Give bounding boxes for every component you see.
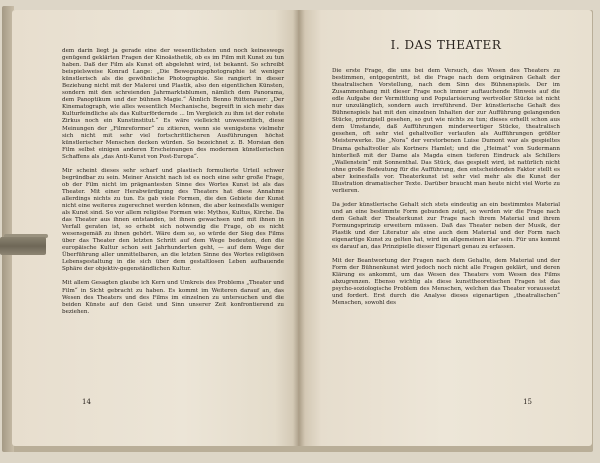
left-page-number: 14 [82, 398, 91, 406]
chapter-title: I. DAS THEATER [390, 38, 502, 52]
right-page [298, 10, 592, 446]
right-text-column [332, 68, 560, 315]
page-clip [0, 234, 46, 260]
left-text-column [62, 48, 284, 323]
left-page [12, 10, 298, 446]
left-paragraph-2: Mir scheint dieses sehr scharf und plastisch formulierte Urteil schwer begründbar zu sein. Meiner Ansicht nach ist es noch eine sehr große Frage, ob der Film nicht im prägnantesten Sinne des Wortes Kunst ist als das Theater. Mit einer Herabwürdigung des Theaters hat diese Annahme allerdings nichts zu tun. Es gab viele Formen, die den Gebiete der Kunst nicht eine weiteres zugerechnet werden können, die aber keinesfalls weniger als Kunst sind. So vor allem religiöse Formen wie: Mythos, Kultus, Kirche. Da das Theater aus ihnen entstanden, ist ihnen gewachsen und mit ihnen in Verfall geraten ist, so erhebt sich notwendig die Frage, ob es nicht wesensgemäß zu ihnen gehört. Wäre dem so, so würde der Sieg des Films über das Theater den letzten Schritt auf dem Wege bedeuten, den die europäische Kultur schon seit Jahrhunderten geht, — auf dem Wege der Überführung aller unmittelbaren, an die letzten Sinne des Wortes religiösen Lebensgestaltung in die sich über dem gestaltlosen Leben aufbauende Sphäre der objektiv-gegenständlichen Kultur. [62, 167, 284, 273]
right-paragraph-1: Die erste Frage, die uns bei dem Versuch, das Wesen des Theaters zu bestimmen, entgegentritt, ist die Frage nach dem originären Gehalt der theatralischen Vorstellung, nach dem Sinn des Bühnenspiels. Der im Zusammenhang mit dieser Frage noch immer auftauchende Hinweis auf die edle Aufgabe der Vermittlung und Popularisierung wertvoller Stücke ist nicht nur unzulänglich, sondern auch irreführend. Der künstlerische Gehalt des Bühnenspiels hat mit den einzelnen Inhalten der zur Aufführung gelangenden Stücke, prinzipiell gesehen, so gut wie nichts zu tun; dieses erhellt schon aus dem Umstande, daß Aufführungen minderwertiger Stücke, theatralisch gesehen, oft sehr viel gehaltvoller verlaufen als Aufführungen größter Meisterwerke. Die „Nora“ der verstorbenen Luise Dumont war als gespieltes Drama gehaltvoller als Kortners Hamlet; und die „Heimat“ von Sudermann hinterließ mit der Dame als Magda einen tieferen Eindruck als Schillers „Wallenstein“ mit Sonnenthal. Das Stück, das gespielt wird, ist natürlich nicht ohne große Bedeutung für die Aufführung, den entscheidenden Faktor stellt es aber keinesfalls vor. Theaterkunst ist sehr viel mehr als die Kunst der Illustration dramatischer Texte. Darüber braucht man heute nicht viel Worte zu verlieren. [332, 68, 560, 194]
clip-bar [0, 237, 46, 255]
right-page-number: 15 [523, 398, 532, 406]
right-paragraph-3: Mit der Beantwortung der Fragen nach dem Gehalte, dem Material und der Form der Bühnenkunst wird jedoch noch nicht alle Fragen geklärt, und deren Klärung es ankommt, um das Wesen des Theaters vom Wesen des Films abzugrenzen. Ebenso wichtig als diese kunsttheoretischen Fragen ist das psycho-soziologische Problem des Menschen, welchen das Theater voraussetzt und fordert. Erst durch die Analyse dieses eigenartigen „theatralischen“ Menschen, sowohl des [332, 258, 560, 307]
book-spine [293, 10, 305, 446]
left-paragraph-3: Mit allem Gesagten glaube ich Kern und Umkreis des Problems „Theater und Film“ in Sicht gebracht zu haben. Es kommt im Weiteren darauf an, das Wesen des Theaters und des Films im einzelnen zu untersuchen und die beiden Künste auf den Geist und Sinn unserer Zeit konfrontierend zu beziehen. [62, 280, 284, 315]
right-paragraph-2: Da jeder künstlerische Gehalt sich stets eindeutig an ein bestimmtes Material und an eine bestimmte Form gebunden zeigt, so werden wir die Frage nach dem Gehalt der Theaterkunst zur Frage nach ihrem Material und ihrem Formungsprinzip erweitern müssen. Daß das Theater neben der Musik, der Plastik und der Literatur als eine auch dem Material und der Form nach eigenartige Kunst zu gelten hat, wird im allgemeinen klar sein. Für uns kommt es darauf an, das Prinzipielle dieser Eigenart genau zu erfassen. [332, 201, 560, 251]
left-paragraph-1: dem darin liegt ja gerade eine der wesentlichsten und noch keineswegs genügend geklärten Fragen der Kinoästhetik, ob es im Film mit Kunst zu tun haben. Daß der Film als Kunst oft abgelehnt wird, ist bekannt. So schreibt beispielsweise Konrad Lange: „Die Bewegungsphotographie ist weniger künstlerisch als die gewöhnliche Photographie. Sie rangiert in dieser Beziehung nicht mit der Malerei und Plastik, also den eigentlichen Künsten, sondern mit den schreienden Jahrmarktsblumen, nämlich dem Panorama, dem Panoptikum und der bühnen Magie.“ Ähnlich Benno Rüttenauer: „Der Kinematograph, wie alles wesentlich Mechanische, begreift in sich mehr das Kulturfeindliche als das Kulturfördernde ... Im Vergleich zu ihm ist der rohste Zirkus noch ein Kunstinstitut.“ Es wäre vielleicht unwesentlich, diese Meinungen der „Filmreformer“ zu zitieren, wenn sie wenigstens vielmehr sich nicht mit sehr viel fortschrittlicheren Ausführungen höchst künstlerischer Menschen decken würden. So bezeichnet z. B. Morsian den Film selbst einigen anderen Erscheinungen des modernen künstlerischen Schaffens als „das Anti-Kunst von Post-Europa“. [62, 48, 284, 160]
